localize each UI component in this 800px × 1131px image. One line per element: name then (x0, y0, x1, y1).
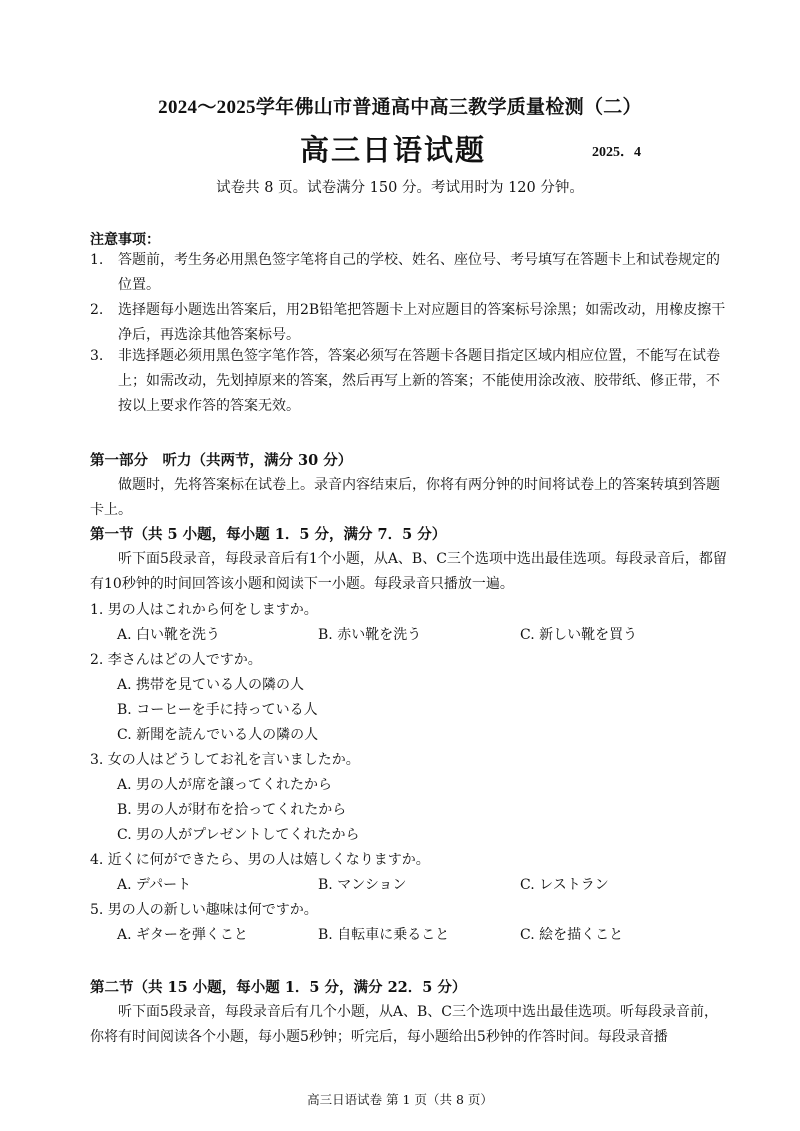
exam-info: 试卷共 8 页。试卷满分 150 分。考试用时为 120 分钟。 (216, 180, 584, 196)
note-text: 非选择题必须用黑色签字笔作答，答案必须写在答题卡各题目指定区域内相应位置，不能写在试卷上；如需改动，先划掉原来的答案，然后再写上新的答案；不能使用涂改液、胶带纸、修正带，不按以上要求作答的答案无效。 (118, 348, 720, 414)
option-b: B. 赤い靴を洗う (318, 627, 422, 643)
question-stem: 4. 近くに何ができたら、男の人は嬉しくなりますか。 (90, 852, 430, 868)
note-text: 选择题每小题选出答案后，用2B铅笔把答题卡上对应题目的答案标号涂黑；如需改动，用橡皮擦干净后，再选涂其他答案标号。 (118, 302, 726, 343)
section2-heading: 第二节（共 15 小题，每小题 1．5 分，满分 22．5 分） (90, 979, 467, 996)
exam-date: 2025．4 (592, 145, 641, 160)
part1-heading: 第一部分 听力（共两节，满分 30 分） (90, 452, 353, 469)
option-a: A. 男の人が席を譲ってくれたから (117, 777, 333, 793)
option-b: B. マンション (318, 877, 407, 893)
note-item (90, 298, 730, 348)
question-stem: 3. 女の人はどうしてお礼を言いましたか。 (90, 752, 360, 768)
subtitle-row (0, 128, 800, 168)
section1-intro: 听下面5段录音，每段录音后有1个小题，从A、B、C三个选项中选出最佳选项。每段录音后，都留有10秒钟的时间回答该小题和阅读下一小题。每段录音只播放一遍。 (90, 551, 727, 592)
note-number: 3. (90, 348, 104, 364)
section1-heading: 第一节（共 5 小题，每小题 1．5 分，满分 7．5 分） (90, 526, 447, 543)
exam-title: 2024～2025学年佛山市普通高中高三教学质量检测（二） (158, 97, 642, 118)
question-stem: 1. 男の人はこれから何をしますか。 (90, 602, 318, 618)
option-a: A. 携帯を見ている人の隣の人 (117, 677, 305, 693)
note-item (90, 344, 730, 419)
option-c: C. レストラン (520, 877, 609, 893)
note-item (90, 248, 730, 298)
exam-subject: 高三日语试题 (300, 133, 487, 167)
notes-heading: 注意事项： (90, 232, 160, 248)
page-footer: 高三日语试卷 第 1 页（共 8 页） (307, 1092, 493, 1107)
option-a: A. デパート (117, 877, 192, 893)
section2-intro: 听下面5段录音，每段录音后有几个小题，从A、B、C三个选项中选出最佳选项。听每段录音前，你将有时间阅读各个小题，每小题5秒钟；听完后，每小题给出5秒钟的作答时间。每段录音播 (90, 1004, 719, 1045)
note-number: 1. (90, 252, 104, 268)
option-b: B. 男の人が財布を拾ってくれたから (117, 802, 347, 818)
part1-intro: 做题时，先将答案标在试卷上。录音内容结束后，你将有两分钟的时间将试卷上的答案转填到答题卡上。 (90, 477, 720, 518)
option-a: A. 白い靴を洗う (117, 627, 221, 643)
option-c: C. 新聞を読んでいる人の隣の人 (117, 727, 319, 743)
note-text: 答题前，考生务必用黑色签字笔将自己的学校、姓名、座位号、考号填写在答题卡上和试卷规定的位置。 (118, 252, 720, 293)
option-b: B. コーヒーを手に持っている人 (117, 702, 318, 718)
note-number: 2. (90, 302, 104, 318)
option-a: A. ギターを弾くこと (117, 927, 248, 943)
option-c: C. 男の人がプレゼントしてくれたから (117, 827, 360, 843)
option-c: C. 新しい靴を買う (520, 627, 638, 643)
question-stem: 5. 男の人の新しい趣味は何ですか。 (90, 902, 318, 918)
option-c: C. 絵を描くこと (520, 927, 624, 943)
question-stem: 2. 李さんはどの人ですか。 (90, 652, 262, 668)
option-b: B. 自転車に乗ること (318, 927, 450, 943)
